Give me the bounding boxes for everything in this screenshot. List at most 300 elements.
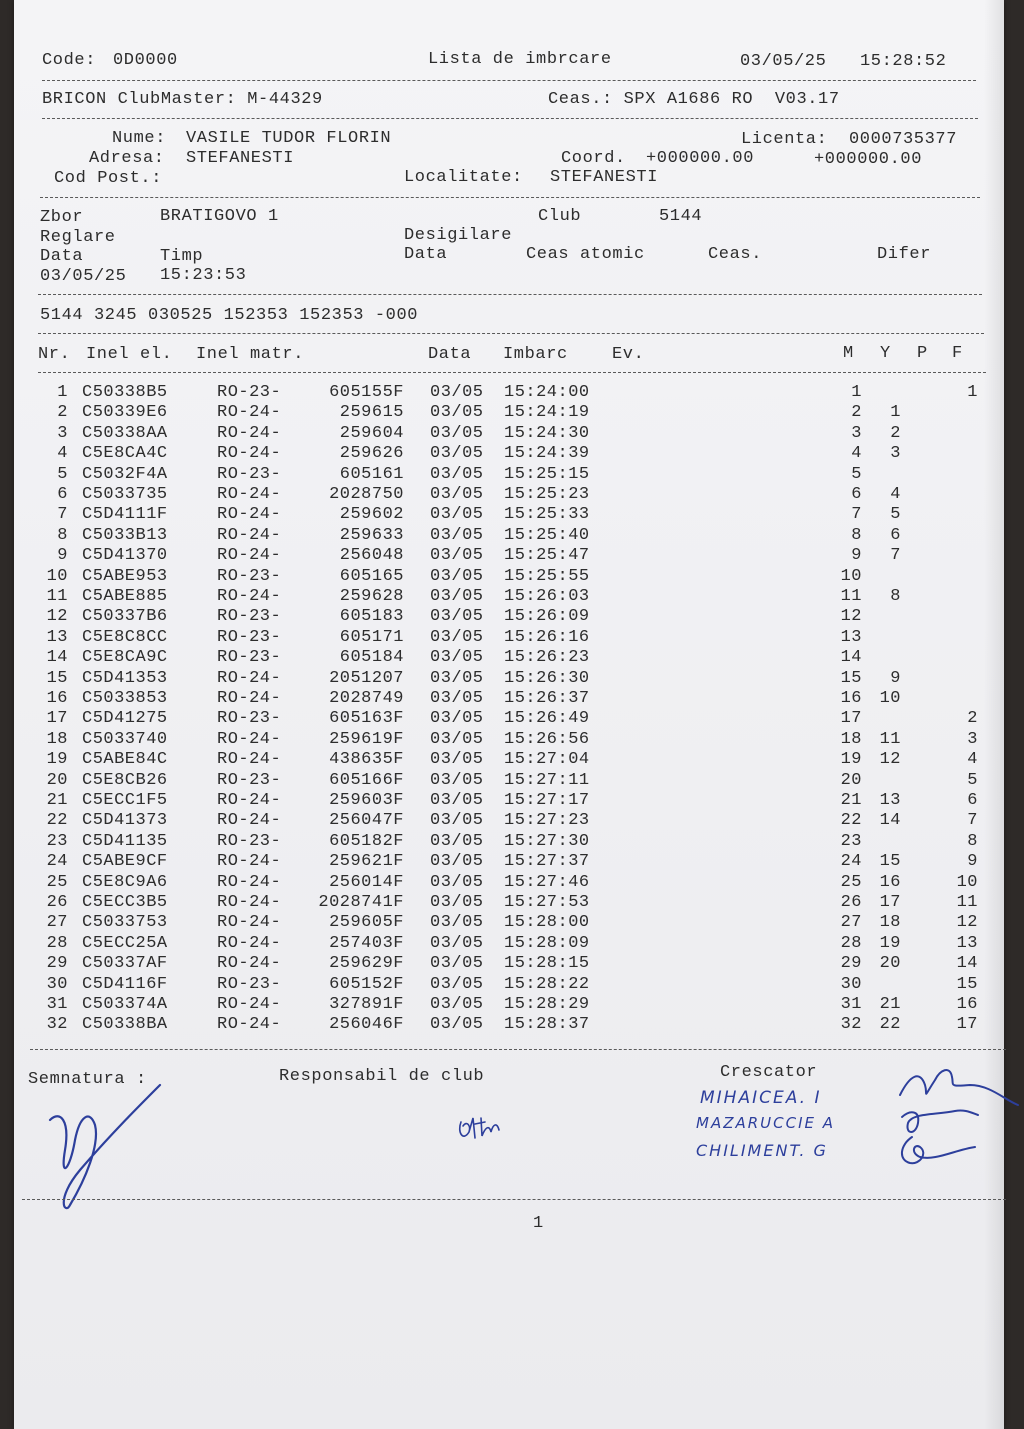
ring-prefix: RO-23- bbox=[217, 627, 282, 647]
electronic-ring: C5E8CB26 bbox=[82, 770, 168, 790]
table-row bbox=[0, 771, 1024, 792]
table-row bbox=[0, 791, 1024, 812]
row-number: 10 bbox=[46, 566, 68, 586]
ring-prefix: RO-24- bbox=[217, 546, 282, 566]
basketing-date: 03/05 bbox=[430, 566, 484, 586]
basketing-date: 03/05 bbox=[430, 423, 484, 443]
ring-prefix: RO-24- bbox=[217, 525, 282, 545]
breeder-signatures bbox=[880, 1055, 1020, 1175]
ring-number: 605161 bbox=[339, 464, 404, 484]
handwritten-name-3: CHILIMENT. G bbox=[696, 1141, 828, 1160]
ring-number: 256014F bbox=[329, 872, 404, 892]
rank-y: 14 bbox=[879, 811, 901, 831]
electronic-ring: C5ABE9CF bbox=[82, 852, 168, 872]
table-row bbox=[0, 465, 1024, 486]
basketing-time: 15:25:55 bbox=[504, 566, 590, 586]
rank-y: 6 bbox=[890, 525, 901, 545]
electronic-ring: C5033853 bbox=[82, 689, 168, 708]
ring-number: 605155F bbox=[329, 383, 404, 402]
ring-number: 605184 bbox=[339, 648, 404, 668]
basketing-time: 15:27:30 bbox=[504, 831, 590, 851]
ring-prefix: RO-24- bbox=[217, 750, 282, 770]
table-row bbox=[0, 567, 1024, 588]
basketing-date: 03/05 bbox=[430, 607, 484, 627]
ring-number: 2028749 bbox=[329, 689, 404, 708]
basketing-time: 15:24:39 bbox=[504, 444, 590, 464]
basketing-date: 03/05 bbox=[430, 811, 484, 831]
table-row bbox=[0, 811, 1024, 832]
rank-f: 9 bbox=[967, 852, 978, 872]
ring-number: 327891F bbox=[329, 995, 404, 1014]
rank-f: 17 bbox=[956, 1015, 978, 1035]
basketing-date: 03/05 bbox=[430, 893, 484, 912]
basketing-time: 15:25:47 bbox=[504, 546, 590, 566]
rank-m: 6 bbox=[851, 485, 862, 504]
col-header-data: Data bbox=[428, 345, 472, 364]
ring-prefix: RO-24- bbox=[217, 872, 282, 892]
ring-prefix: RO-24- bbox=[217, 893, 282, 912]
row-number: 31 bbox=[46, 995, 68, 1014]
row-number: 14 bbox=[46, 648, 68, 668]
table-row bbox=[0, 750, 1024, 771]
rank-m: 12 bbox=[840, 607, 862, 627]
ring-number: 257403F bbox=[329, 933, 404, 953]
electronic-ring: C50338AA bbox=[82, 423, 168, 443]
rank-f: 13 bbox=[956, 933, 978, 953]
rank-m: 31 bbox=[840, 995, 862, 1014]
basketing-date: 03/05 bbox=[430, 689, 484, 708]
basketing-date: 03/05 bbox=[430, 913, 484, 933]
basketing-date: 03/05 bbox=[430, 525, 484, 545]
basketing-time: 15:27:46 bbox=[504, 872, 590, 892]
atomic-clock-label: Ceas atomic bbox=[526, 245, 645, 264]
table-row bbox=[0, 628, 1024, 649]
basketing-time: 15:26:49 bbox=[504, 709, 590, 729]
basketing-time: 15:25:40 bbox=[504, 525, 590, 545]
flight-name: BRATIGOVO 1 bbox=[160, 207, 279, 226]
basketing-time: 15:24:00 bbox=[504, 383, 590, 402]
rank-m: 17 bbox=[840, 709, 862, 729]
row-number: 7 bbox=[57, 505, 68, 525]
rank-m: 19 bbox=[840, 750, 862, 770]
ring-number: 256048 bbox=[339, 546, 404, 566]
ring-number: 256046F bbox=[329, 1015, 404, 1035]
ring-prefix: RO-24- bbox=[217, 954, 282, 974]
basketing-date: 03/05 bbox=[430, 709, 484, 729]
basketing-time: 15:26:03 bbox=[504, 587, 590, 606]
rank-m: 8 bbox=[851, 525, 862, 545]
rank-y: 11 bbox=[879, 729, 901, 749]
reglare-time: 15:23:53 bbox=[160, 266, 247, 285]
rank-y: 20 bbox=[879, 954, 901, 974]
ring-prefix: RO-23- bbox=[217, 974, 282, 994]
electronic-ring: C5D41135 bbox=[82, 831, 168, 851]
row-number: 5 bbox=[57, 464, 68, 484]
divider bbox=[38, 372, 986, 373]
basketing-time: 15:27:37 bbox=[504, 852, 590, 872]
table-row bbox=[0, 893, 1024, 914]
rank-m: 26 bbox=[840, 893, 862, 912]
ring-prefix: RO-24- bbox=[217, 913, 282, 933]
ring-prefix: RO-23- bbox=[217, 770, 282, 790]
basketing-date: 03/05 bbox=[430, 383, 484, 402]
ring-prefix: RO-24- bbox=[217, 811, 282, 831]
ring-number: 259602 bbox=[339, 505, 404, 525]
electronic-ring: C5ABE953 bbox=[82, 566, 168, 586]
ring-prefix: RO-24- bbox=[217, 729, 282, 749]
rank-f: 16 bbox=[956, 995, 978, 1014]
clock-label: Ceas. bbox=[708, 245, 763, 264]
table-row bbox=[0, 546, 1024, 567]
row-number: 26 bbox=[46, 893, 68, 912]
ring-number: 438635F bbox=[329, 750, 404, 770]
rank-f: 7 bbox=[967, 811, 978, 831]
electronic-ring: C5D41275 bbox=[82, 709, 168, 729]
signature-label: Semnatura : bbox=[28, 1070, 147, 1089]
rank-f: 12 bbox=[956, 913, 978, 933]
license-number: 0000735377 bbox=[849, 130, 958, 149]
coord-latitude: +000000.00 bbox=[646, 149, 755, 168]
electronic-ring: C5ECC25A bbox=[82, 933, 168, 953]
row-number: 23 bbox=[46, 831, 68, 851]
rank-m: 9 bbox=[851, 546, 862, 566]
rank-y: 21 bbox=[879, 995, 901, 1014]
row-number: 27 bbox=[46, 913, 68, 933]
locality-label: Localitate: bbox=[404, 168, 523, 187]
divider bbox=[38, 333, 984, 334]
table-row bbox=[0, 444, 1024, 465]
table-row bbox=[0, 913, 1024, 934]
table-row bbox=[0, 852, 1024, 873]
ring-prefix: RO-24- bbox=[217, 995, 282, 1014]
rank-m: 28 bbox=[840, 933, 862, 953]
breeder-label: Crescator bbox=[720, 1063, 818, 1082]
club-responsible-label: Responsabil de club bbox=[279, 1067, 485, 1086]
clock-id: Ceas.: SPX A1686 RO V03.17 bbox=[548, 90, 840, 109]
row-number: 30 bbox=[46, 974, 68, 994]
rank-f: 10 bbox=[956, 872, 978, 892]
electronic-ring: C5D41370 bbox=[82, 546, 168, 566]
ring-prefix: RO-23- bbox=[217, 383, 282, 402]
table-row bbox=[0, 607, 1024, 628]
basketing-time: 15:28:37 bbox=[504, 1015, 590, 1035]
electronic-ring: C5D4111F bbox=[82, 505, 168, 525]
ring-prefix: RO-24- bbox=[217, 689, 282, 708]
electronic-ring: C5033753 bbox=[82, 913, 168, 933]
table-row bbox=[0, 485, 1024, 506]
ring-prefix: RO-24- bbox=[217, 485, 282, 504]
rank-m: 20 bbox=[840, 770, 862, 790]
divider bbox=[42, 118, 978, 119]
row-number: 16 bbox=[46, 689, 68, 708]
row-number: 20 bbox=[46, 770, 68, 790]
electronic-ring: C5033B13 bbox=[82, 525, 168, 545]
row-number: 8 bbox=[57, 525, 68, 545]
row-number: 25 bbox=[46, 872, 68, 892]
col-header-ring-el: Inel el. bbox=[86, 345, 173, 364]
page-number: 1 bbox=[533, 1214, 544, 1233]
license-label: Licenta: bbox=[741, 130, 828, 149]
ring-number: 259604 bbox=[339, 423, 404, 443]
rank-y: 8 bbox=[890, 587, 901, 606]
club-label: Club bbox=[538, 207, 582, 226]
ring-prefix: RO-24- bbox=[217, 1015, 282, 1035]
table-row bbox=[0, 669, 1024, 690]
electronic-ring: C5D4116F bbox=[82, 974, 168, 994]
basketing-time: 15:26:30 bbox=[504, 668, 590, 688]
rank-m: 10 bbox=[840, 566, 862, 586]
rank-f: 4 bbox=[967, 750, 978, 770]
header-date: 03/05/25 bbox=[740, 52, 827, 71]
ring-number: 605182F bbox=[329, 831, 404, 851]
electronic-ring: C50338B5 bbox=[82, 383, 168, 402]
row-number: 11 bbox=[46, 587, 68, 606]
ring-number: 605165 bbox=[339, 566, 404, 586]
rank-m: 29 bbox=[840, 954, 862, 974]
ring-prefix: RO-23- bbox=[217, 566, 282, 586]
rank-y: 15 bbox=[879, 852, 901, 872]
ring-number: 259615 bbox=[339, 403, 404, 423]
basketing-time: 15:27:53 bbox=[504, 893, 590, 912]
rank-f: 1 bbox=[967, 383, 978, 402]
basketing-time: 15:26:37 bbox=[504, 689, 590, 708]
electronic-ring: C5D41353 bbox=[82, 668, 168, 688]
row-number: 18 bbox=[46, 729, 68, 749]
rank-f: 2 bbox=[967, 709, 978, 729]
basketing-date: 03/05 bbox=[430, 1015, 484, 1035]
table-row bbox=[0, 954, 1024, 975]
basketing-time: 15:26:56 bbox=[504, 729, 590, 749]
electronic-ring: C5033735 bbox=[82, 485, 168, 504]
col-header-p: P bbox=[917, 344, 928, 363]
flight-code-line: 5144 3245 030525 152353 152353 -000 bbox=[40, 306, 419, 325]
ring-prefix: RO-23- bbox=[217, 831, 282, 851]
rank-m: 2 bbox=[851, 403, 862, 423]
ring-prefix: RO-24- bbox=[217, 403, 282, 423]
col-header-nr: Nr. bbox=[38, 345, 71, 364]
basketing-date: 03/05 bbox=[430, 872, 484, 892]
ring-number: 259626 bbox=[339, 444, 404, 464]
rank-y: 9 bbox=[890, 668, 901, 688]
basketing-time: 15:28:29 bbox=[504, 995, 590, 1014]
basketing-time: 15:25:33 bbox=[504, 505, 590, 525]
table-row bbox=[0, 689, 1024, 710]
row-number: 12 bbox=[46, 607, 68, 627]
electronic-ring: C5E8C8CC bbox=[82, 627, 168, 647]
owner-address: STEFANESTI bbox=[186, 149, 295, 168]
table-row bbox=[0, 587, 1024, 608]
ring-prefix: RO-23- bbox=[217, 464, 282, 484]
ring-prefix: RO-24- bbox=[217, 852, 282, 872]
rank-m: 5 bbox=[851, 464, 862, 484]
rank-m: 3 bbox=[851, 423, 862, 443]
basketing-date: 03/05 bbox=[430, 546, 484, 566]
col-header-f: F bbox=[952, 344, 963, 363]
table-row bbox=[0, 505, 1024, 526]
rank-m: 14 bbox=[840, 648, 862, 668]
ring-number: 605183 bbox=[339, 607, 404, 627]
ring-number: 259603F bbox=[329, 791, 404, 810]
ring-number: 605163F bbox=[329, 709, 404, 729]
basketing-date: 03/05 bbox=[430, 770, 484, 790]
basketing-time: 15:25:23 bbox=[504, 485, 590, 504]
electronic-ring: C5E8CA4C bbox=[82, 444, 168, 464]
reglare-label: Reglare bbox=[40, 228, 116, 247]
ring-number: 2028750 bbox=[329, 485, 404, 504]
ring-number: 259605F bbox=[329, 913, 404, 933]
row-number: 17 bbox=[46, 709, 68, 729]
table-row bbox=[0, 1015, 1024, 1036]
basketing-time: 15:24:30 bbox=[504, 423, 590, 443]
electronic-ring: C5ECC1F5 bbox=[82, 791, 168, 810]
basketing-date: 03/05 bbox=[430, 750, 484, 770]
ring-number: 259619F bbox=[329, 729, 404, 749]
rank-y: 16 bbox=[879, 872, 901, 892]
basketing-time: 15:26:16 bbox=[504, 627, 590, 647]
electronic-ring: C50337B6 bbox=[82, 607, 168, 627]
coord-longitude: +000000.00 bbox=[814, 150, 923, 169]
timp-label: Timp bbox=[160, 247, 204, 266]
row-number: 15 bbox=[46, 668, 68, 688]
electronic-ring: C5D41373 bbox=[82, 811, 168, 831]
rank-m: 11 bbox=[840, 587, 862, 606]
basketing-date: 03/05 bbox=[430, 995, 484, 1014]
basketing-date: 03/05 bbox=[430, 403, 484, 423]
col-header-ev: Ev. bbox=[612, 345, 645, 364]
electronic-ring: C5ABE84C bbox=[82, 750, 168, 770]
ring-prefix: RO-23- bbox=[217, 648, 282, 668]
row-number: 24 bbox=[46, 852, 68, 872]
table-row bbox=[0, 526, 1024, 547]
col-header-m: M bbox=[843, 344, 854, 363]
col-header-y: Y bbox=[880, 344, 891, 363]
basketing-date: 03/05 bbox=[430, 648, 484, 668]
row-number: 2 bbox=[57, 403, 68, 423]
rank-f: 5 bbox=[967, 770, 978, 790]
ring-prefix: RO-23- bbox=[217, 709, 282, 729]
ring-number: 2051207 bbox=[329, 668, 404, 688]
basketing-date: 03/05 bbox=[430, 791, 484, 810]
row-number: 29 bbox=[46, 954, 68, 974]
rank-m: 16 bbox=[840, 689, 862, 708]
rank-m: 4 bbox=[851, 444, 862, 464]
rank-y: 22 bbox=[879, 1015, 901, 1035]
software-id: BRICON ClubMaster: M-44329 bbox=[42, 90, 323, 109]
rank-m: 13 bbox=[840, 627, 862, 647]
row-number: 3 bbox=[57, 423, 68, 443]
rank-y: 1 bbox=[890, 403, 901, 423]
reglare-date: 03/05/25 bbox=[40, 267, 127, 286]
divider bbox=[42, 80, 976, 81]
divider bbox=[22, 1199, 1006, 1200]
club-number: 5144 bbox=[659, 207, 703, 226]
rank-y: 3 bbox=[890, 444, 901, 464]
rank-y: 5 bbox=[890, 505, 901, 525]
ring-number: 2028741F bbox=[318, 893, 404, 912]
rank-m: 30 bbox=[840, 974, 862, 994]
ring-number: 259628 bbox=[339, 587, 404, 606]
electronic-ring: C50339E6 bbox=[82, 403, 168, 423]
table-row bbox=[0, 832, 1024, 853]
row-number: 28 bbox=[46, 933, 68, 953]
electronic-ring: C5E8CA9C bbox=[82, 648, 168, 668]
rank-m: 1 bbox=[851, 383, 862, 402]
row-number: 19 bbox=[46, 750, 68, 770]
table-row bbox=[0, 424, 1024, 445]
divider bbox=[40, 197, 980, 198]
basketing-date: 03/05 bbox=[430, 831, 484, 851]
basketing-date: 03/05 bbox=[430, 729, 484, 749]
basketing-time: 15:24:19 bbox=[504, 403, 590, 423]
electronic-ring: C5032F4A bbox=[82, 464, 168, 484]
rank-m: 32 bbox=[840, 1015, 862, 1035]
ring-number: 259633 bbox=[339, 525, 404, 545]
rank-f: 8 bbox=[967, 831, 978, 851]
electronic-ring: C5ABE885 bbox=[82, 587, 168, 606]
electronic-ring: C50338BA bbox=[82, 1015, 168, 1035]
ring-number: 605152F bbox=[329, 974, 404, 994]
code-value: 0D0000 bbox=[113, 51, 178, 70]
rank-f: 14 bbox=[956, 954, 978, 974]
rank-y: 2 bbox=[890, 423, 901, 443]
electronic-ring: C5033740 bbox=[82, 729, 168, 749]
basketing-time: 15:28:09 bbox=[504, 933, 590, 953]
row-number: 1 bbox=[57, 383, 68, 402]
basketing-date: 03/05 bbox=[430, 444, 484, 464]
coord-label: Coord. bbox=[561, 149, 626, 168]
electronic-ring: C5ECC3B5 bbox=[82, 893, 168, 912]
handwritten-name-1: MIHAICEA. I bbox=[700, 1088, 822, 1108]
owner-locality: STEFANESTI bbox=[550, 168, 659, 187]
club-responsible-signature bbox=[455, 1110, 505, 1150]
owner-name: VASILE TUDOR FLORIN bbox=[186, 129, 392, 148]
rank-y: 10 bbox=[879, 689, 901, 708]
ring-number: 605171 bbox=[339, 627, 404, 647]
basketing-time: 15:26:23 bbox=[504, 648, 590, 668]
code-label: Code: bbox=[42, 51, 97, 70]
row-number: 9 bbox=[57, 546, 68, 566]
basketing-date: 03/05 bbox=[430, 485, 484, 504]
electronic-ring: C503374A bbox=[82, 995, 168, 1014]
rank-y: 12 bbox=[879, 750, 901, 770]
basketing-time: 15:27:04 bbox=[504, 750, 590, 770]
rank-f: 11 bbox=[956, 893, 978, 912]
row-number: 32 bbox=[46, 1015, 68, 1035]
rank-m: 23 bbox=[840, 831, 862, 851]
ring-number: 256047F bbox=[329, 811, 404, 831]
row-number: 21 bbox=[46, 791, 68, 810]
rank-m: 22 bbox=[840, 811, 862, 831]
divider bbox=[30, 1049, 1006, 1050]
basketing-date: 03/05 bbox=[430, 464, 484, 484]
table-row bbox=[0, 383, 1024, 404]
basketing-time: 15:28:00 bbox=[504, 913, 590, 933]
ring-number: 259621F bbox=[329, 852, 404, 872]
basketing-time: 15:28:22 bbox=[504, 974, 590, 994]
row-number: 4 bbox=[57, 444, 68, 464]
rank-m: 27 bbox=[840, 913, 862, 933]
basketing-date: 03/05 bbox=[430, 668, 484, 688]
row-number: 6 bbox=[57, 485, 68, 504]
rank-y: 4 bbox=[890, 485, 901, 504]
rank-f: 6 bbox=[967, 791, 978, 810]
basketing-time: 15:25:15 bbox=[504, 464, 590, 484]
row-number: 22 bbox=[46, 811, 68, 831]
col-header-ring-matr: Inel matr. bbox=[196, 345, 305, 364]
rank-m: 18 bbox=[840, 729, 862, 749]
table-row bbox=[0, 648, 1024, 669]
basketing-time: 15:27:17 bbox=[504, 791, 590, 810]
